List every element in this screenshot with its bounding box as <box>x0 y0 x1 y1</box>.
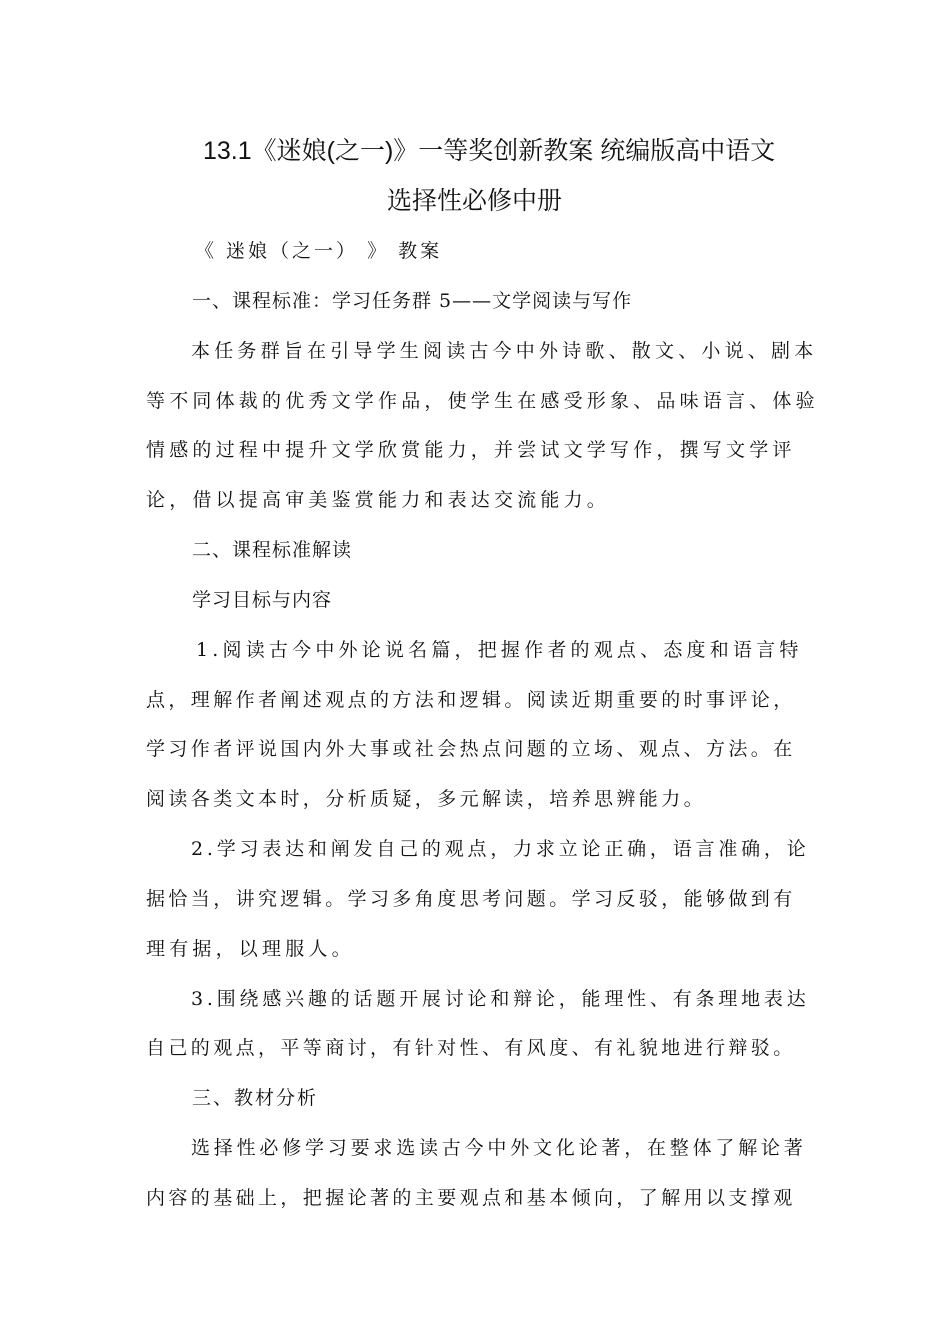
section-2-subheading: 学习目标与内容 <box>192 589 333 611</box>
lesson-subtitle: 《 迷娘（之一） 》 教案 <box>195 240 443 262</box>
section-1-paragraph-line: 等不同体裁的优秀文学作品，使学生在感受形象、品味语言、体验 <box>146 390 819 412</box>
item-2-line: 理有据，以理服人。 <box>146 938 355 960</box>
section-3-paragraph-line: 选择性必修学习要求选读古今中外文化论著，在整体了解论著 <box>191 1137 807 1159</box>
section-1-paragraph-line: 论，借以提高审美鉴赏能力和表达交流能力。 <box>146 489 611 511</box>
item-3-line: 自己的观点，平等商讨，有针对性、有风度、有礼貌地进行辩驳。 <box>146 1037 796 1059</box>
section-1-paragraph-line: 本任务群旨在引导学生阅读古今中外诗歌、散文、小说、剧本 <box>191 340 818 362</box>
item-1-line: 阅读各类文本时，分析质疑，多元解读，培养思辨能力。 <box>146 788 707 810</box>
document-title-line-1: 13.1《迷娘(之一)》一等奖创新教案 统编版高中语文 <box>203 137 776 165</box>
item-1-line: 学习作者评说国内外大事或社会热点问题的立场、观点、方法。在 <box>146 738 796 760</box>
section-2-heading: 二、课程标准解读 <box>192 539 353 561</box>
section-1-heading: 一、课程标准：学习任务群 5——文学阅读与写作 <box>192 290 633 312</box>
section-3-heading: 三、教材分析 <box>192 1087 319 1109</box>
item-3-line: 3.围绕感兴趣的话题开展讨论和辩论，能理性、有条理地表达 <box>191 988 810 1010</box>
item-2-line: 据恰当，讲究逻辑。学习多角度思考问题。学习反驳，能够做到有 <box>146 888 796 910</box>
section-3-paragraph-line: 内容的基础上，把握论著的主要观点和基本倾向，了解用以支撑观 <box>146 1187 796 1209</box>
item-2-line: 2.学习表达和阐发自己的观点，力求立论正确，语言准确，论 <box>191 838 810 860</box>
section-1-paragraph-line: 情感的过程中提升文学欣赏能力，并尝试文学写作，撰写文学评 <box>146 439 796 461</box>
item-1-line: 点，理解作者阐述观点的方法和逻辑。阅读近期重要的时事评论， <box>146 689 796 711</box>
document-title-line-2: 选择性必修中册 <box>387 187 563 215</box>
item-1-line: 1.阅读古今中外论说名篇，把握作者的观点、态度和语言特 <box>196 639 803 661</box>
